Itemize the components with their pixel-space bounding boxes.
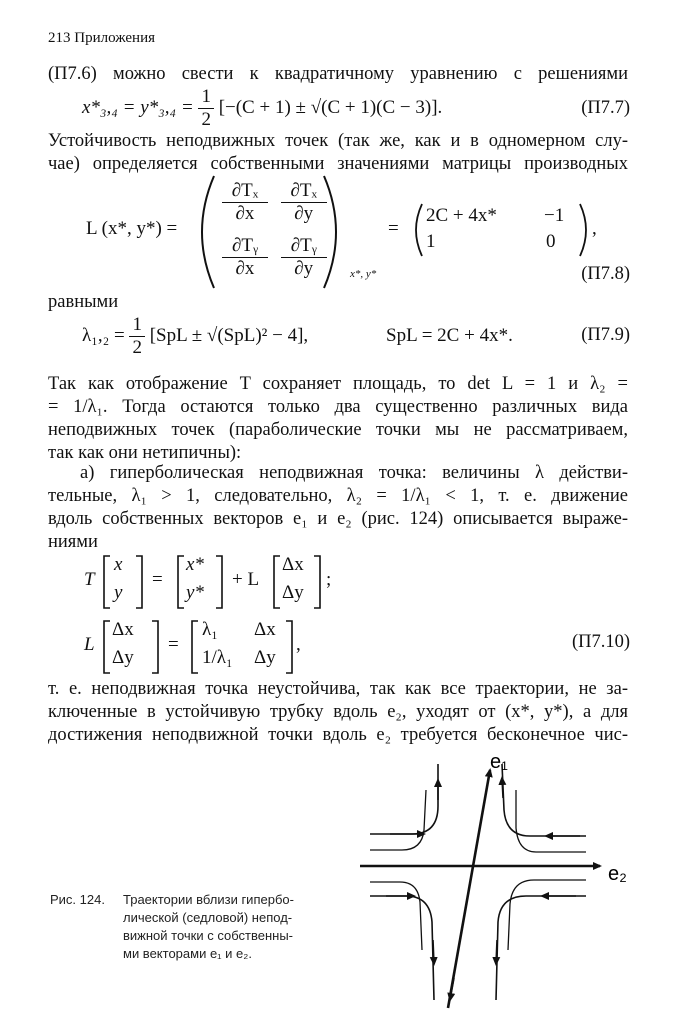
- caption-line: вижной точки с собственны-: [123, 928, 293, 943]
- eq-rhs: [SpL ± √(SpL)² − 4],: [149, 324, 309, 346]
- map-dy: Δy: [282, 582, 304, 603]
- bracket: [104, 621, 110, 673]
- frac-num: ∂Tᵧ: [222, 235, 268, 258]
- equation-number: (П7.8): [581, 264, 630, 284]
- e2-label: e₂: [608, 863, 627, 885]
- left-paren: [202, 176, 214, 288]
- frac-num: ∂Tₓ: [281, 180, 327, 203]
- map-xstar: [186, 554, 204, 576]
- text-line: вдоль собственных векторов e₁ и e₂ (рис. 124) описывается выраже-: [48, 509, 628, 529]
- trajectory-upper-left: [370, 764, 438, 834]
- text-line: Устойчивость неподвижных точек (так же, как и в одномерном слу-: [48, 131, 628, 151]
- text-line: (П7.6) можно свести к квадратичному уравнению с решениями: [48, 64, 628, 84]
- frac-den: 2: [132, 337, 142, 358]
- caption-line: лической (седловой) непод-: [123, 910, 293, 925]
- map-dx: Δx: [282, 554, 304, 575]
- text-line: чае) определяется собственными значениями матрицы производных: [48, 154, 628, 174]
- p710-m21: 1/λ₁: [202, 647, 233, 668]
- fraction: [222, 180, 268, 225]
- frac-den: ∂x: [235, 258, 255, 279]
- map-T: [84, 569, 95, 591]
- bracket: [178, 556, 184, 608]
- fraction: [198, 86, 214, 131]
- frac-den: 2: [201, 109, 211, 130]
- var-y: y: [114, 582, 123, 603]
- text-line: а) гиперболическая неподвижная точка: величины λ действи-: [80, 463, 628, 483]
- equation-number: (П7.9): [581, 325, 630, 345]
- left-paren: [416, 204, 422, 256]
- map-y: [114, 582, 122, 604]
- p710-dy: Δy: [112, 647, 134, 668]
- map-x: [114, 554, 122, 576]
- equation-p7-9: [82, 314, 308, 359]
- plus-L: + L: [232, 569, 260, 590]
- spL-definition: SpL = 2C + 4x*.: [386, 325, 513, 346]
- result-r12: −1: [544, 205, 565, 226]
- result-r22: 0: [546, 231, 556, 252]
- frac-num: 1: [198, 86, 214, 109]
- text-line: Так как отображение T сохраняет площадь, то det L = 1 и λ₂ =: [48, 374, 628, 394]
- bracket: [136, 556, 142, 608]
- text-line: = 1/λ₁. Тогда остаются только два существенно различных вида: [48, 397, 628, 417]
- frac-num: ∂Tᵧ: [281, 235, 327, 258]
- equation-p7-7: [82, 86, 442, 131]
- matrix-subscript: x*, y*: [350, 268, 377, 280]
- var-xstar: x*: [186, 554, 204, 575]
- trajectory-lower-right-inner: [508, 880, 586, 950]
- trajectory-lower-left: [370, 896, 434, 1000]
- trajectory-lower-left-inner: [370, 882, 422, 950]
- trajectory-arrow: [496, 940, 497, 964]
- text-line: неподвижных точек (параболические точки мы не рассматриваем,: [48, 420, 628, 440]
- fraction: [129, 314, 145, 359]
- fraction: [281, 180, 327, 225]
- bracket: [192, 621, 198, 673]
- running-head: 213 Приложения: [48, 30, 155, 46]
- eq-lhs: x*₃,₄ = y*₃,₄ =: [82, 96, 194, 118]
- bracket: [314, 556, 320, 608]
- equation-number: (П7.7): [581, 98, 630, 118]
- e1-axis: [448, 770, 490, 1008]
- equation-lhs-L: L (x*, y*) =: [86, 218, 178, 239]
- result-r11: 2C + 4x*: [426, 205, 497, 226]
- p710-L: [84, 634, 95, 656]
- caption-label: Рис. 124.: [50, 892, 105, 907]
- var-x: x: [114, 554, 123, 575]
- caption-line: Траектории вблизи гипербо-: [123, 892, 294, 907]
- text-line: т. е. неподвижная точка неустойчива, так как все траектории, не за-: [48, 679, 628, 699]
- map-ystar: [186, 582, 204, 604]
- fraction: [281, 235, 327, 280]
- text-line: ниями: [48, 532, 98, 552]
- bracket: [216, 556, 222, 608]
- p710-m22: Δy: [254, 647, 276, 668]
- frac-num: ∂Tₓ: [222, 180, 268, 203]
- right-paren: [580, 204, 586, 256]
- text-line: ключенные в устойчивую трубку вдоль e₂, уходят от (x*, y*), а для: [48, 702, 628, 722]
- frac-den: ∂x: [235, 203, 255, 224]
- map-brackets: [100, 552, 340, 614]
- eq-lhs: λ₁,₂ =: [82, 324, 125, 346]
- comma: ,: [592, 218, 597, 239]
- symbol-T: T: [84, 569, 95, 590]
- fraction: [222, 235, 268, 280]
- symbol-L: L: [84, 634, 95, 655]
- equation-number: (П7.10): [571, 632, 630, 652]
- derivative-matrix: [222, 180, 326, 280]
- result-r21: 1: [426, 231, 436, 252]
- frac-num: 1: [129, 314, 145, 337]
- eq-rhs: [−(C + 1) ± √(C + 1)(C − 3)].: [218, 96, 443, 118]
- trajectory-upper-right-inner: [516, 790, 586, 852]
- figure-caption: [50, 891, 335, 963]
- bracket: [274, 556, 280, 608]
- bracket: [286, 621, 292, 673]
- frac-den: ∂y: [294, 203, 314, 224]
- text-line: тельные, λ₁ > 1, следовательно, λ₂ = 1/λ₁ < 1, т. е. движение: [48, 486, 628, 506]
- equals-sign: =: [168, 634, 179, 655]
- var-ystar: y*: [186, 582, 204, 603]
- frac-den: ∂y: [294, 258, 314, 279]
- text-line: достижения неподвижной точки вдоль e₂ требуется бесконечное чис-: [48, 725, 628, 745]
- trajectory-upper-right: [502, 764, 586, 836]
- trajectory-arrow: [433, 940, 434, 964]
- text-line: так как они нетипичны):: [48, 443, 242, 463]
- trajectory-arrow: [502, 778, 503, 798]
- comma: ,: [296, 634, 301, 655]
- p710-m11: λ₁: [202, 619, 218, 640]
- saddle-point-figure: [350, 750, 650, 1015]
- equals-sign: =: [388, 218, 399, 239]
- p710-m12: Δx: [254, 619, 276, 640]
- caption-line: ми векторами e₁ и e₂.: [123, 946, 252, 961]
- bracket: [104, 556, 110, 608]
- trajectory-upper-left-inner: [370, 790, 426, 850]
- bracket: [152, 621, 158, 673]
- semicolon: ;: [326, 569, 332, 590]
- e1-label: e₁: [490, 751, 508, 773]
- text-line: равными: [48, 292, 119, 312]
- equals-sign: =: [152, 569, 163, 590]
- p710-dx: Δx: [112, 619, 134, 640]
